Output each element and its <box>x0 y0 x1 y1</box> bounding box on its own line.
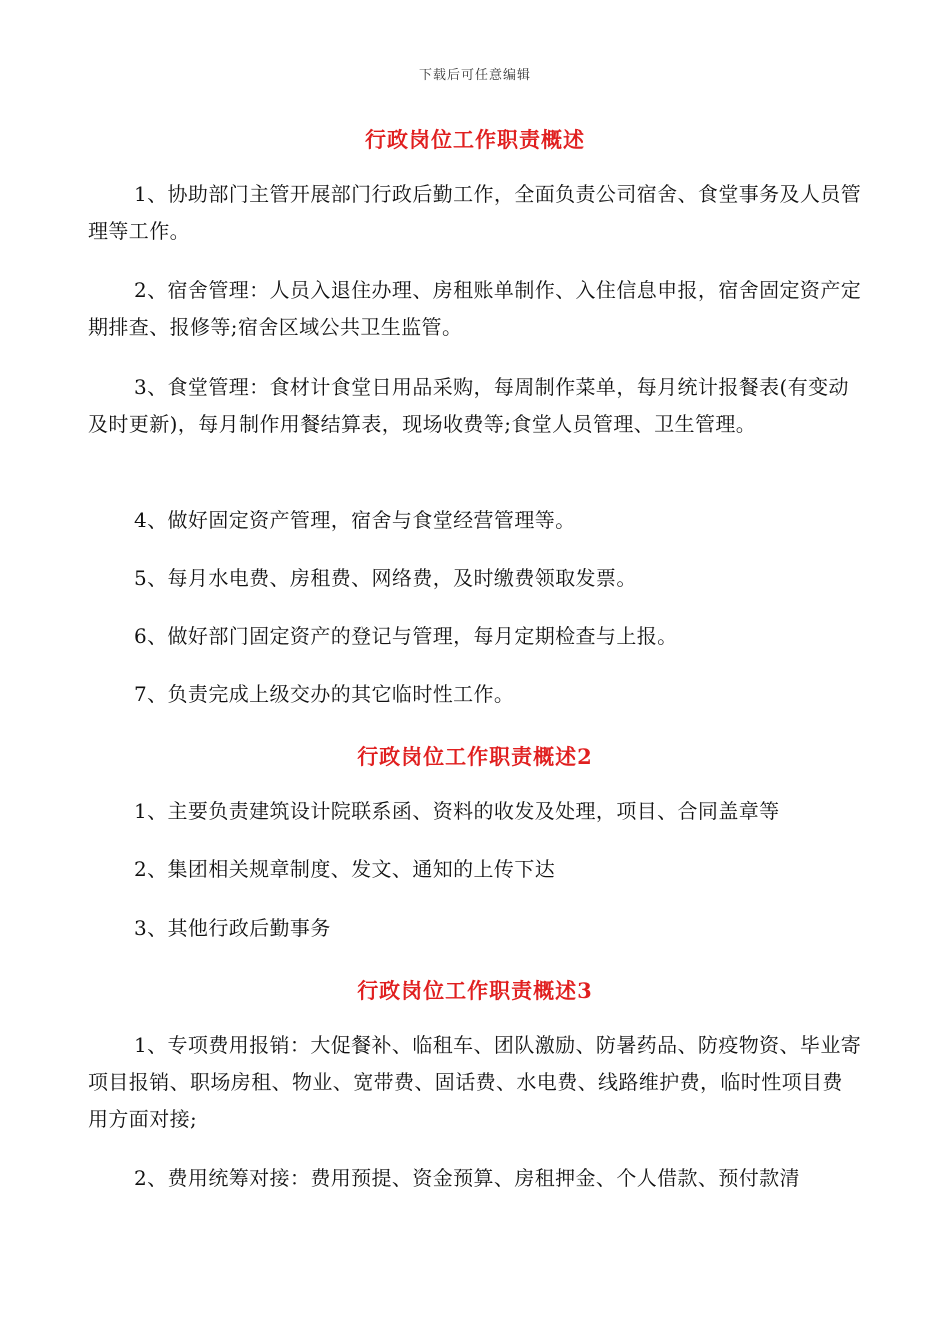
list-item: 2、集团相关规章制度、发文、通知的上传下达 <box>134 857 556 881</box>
section-title: 行政岗位工作职责概述 <box>365 127 585 152</box>
list-item: 1、协助部门主管开展部门行政后勤工作，全面负责公司宿舍、食堂事务及人员管理等工作。 <box>88 182 862 243</box>
list-item: 2、宿舍管理：人员入退住办理、房租账单制作、入住信息申报，宿舍固定资产定期排查、报修等;宿舍区域公共卫生监管。 <box>88 278 862 339</box>
list-item: 7、负责完成上级交办的其它临时性工作。 <box>134 682 515 706</box>
list-item: 4、做好固定资产管理，宿舍与食堂经营管理等。 <box>134 508 576 532</box>
list-item: 6、做好部门固定资产的登记与管理，每月定期检查与上报。 <box>134 624 678 648</box>
list-item: 2、费用统筹对接：费用预提、资金预算、房租押金、个人借款、预付款清 <box>134 1166 800 1190</box>
list-item: 1、专项费用报销：大促餐补、临租车、团队激励、防暑药品、防疫物资、毕业寄项目报销、职场房租、物业、宽带费、固话费、水电费、线路维护费，临时性项目费用方面对接; <box>88 1033 862 1131</box>
list-item: 1、主要负责建筑设计院联系函、资料的收发及处理，项目、合同盖章等 <box>134 799 780 823</box>
list-item: 3、其他行政后勤事务 <box>134 916 331 940</box>
section-title: 行政岗位工作职责概述2 <box>357 744 593 769</box>
section-title: 行政岗位工作职责概述3 <box>357 978 593 1003</box>
list-item: 3、食堂管理：食材计食堂日用品采购，每周制作菜单，每月统计报餐表(有变动及时更新)，每月制作用餐结算表，现场收费等;食堂人员管理、卫生管理。 <box>88 375 849 436</box>
list-item: 5、每月水电费、房租费、网络费，及时缴费领取发票。 <box>134 566 637 590</box>
header-note: 下载后可任意编辑 <box>418 68 531 83</box>
